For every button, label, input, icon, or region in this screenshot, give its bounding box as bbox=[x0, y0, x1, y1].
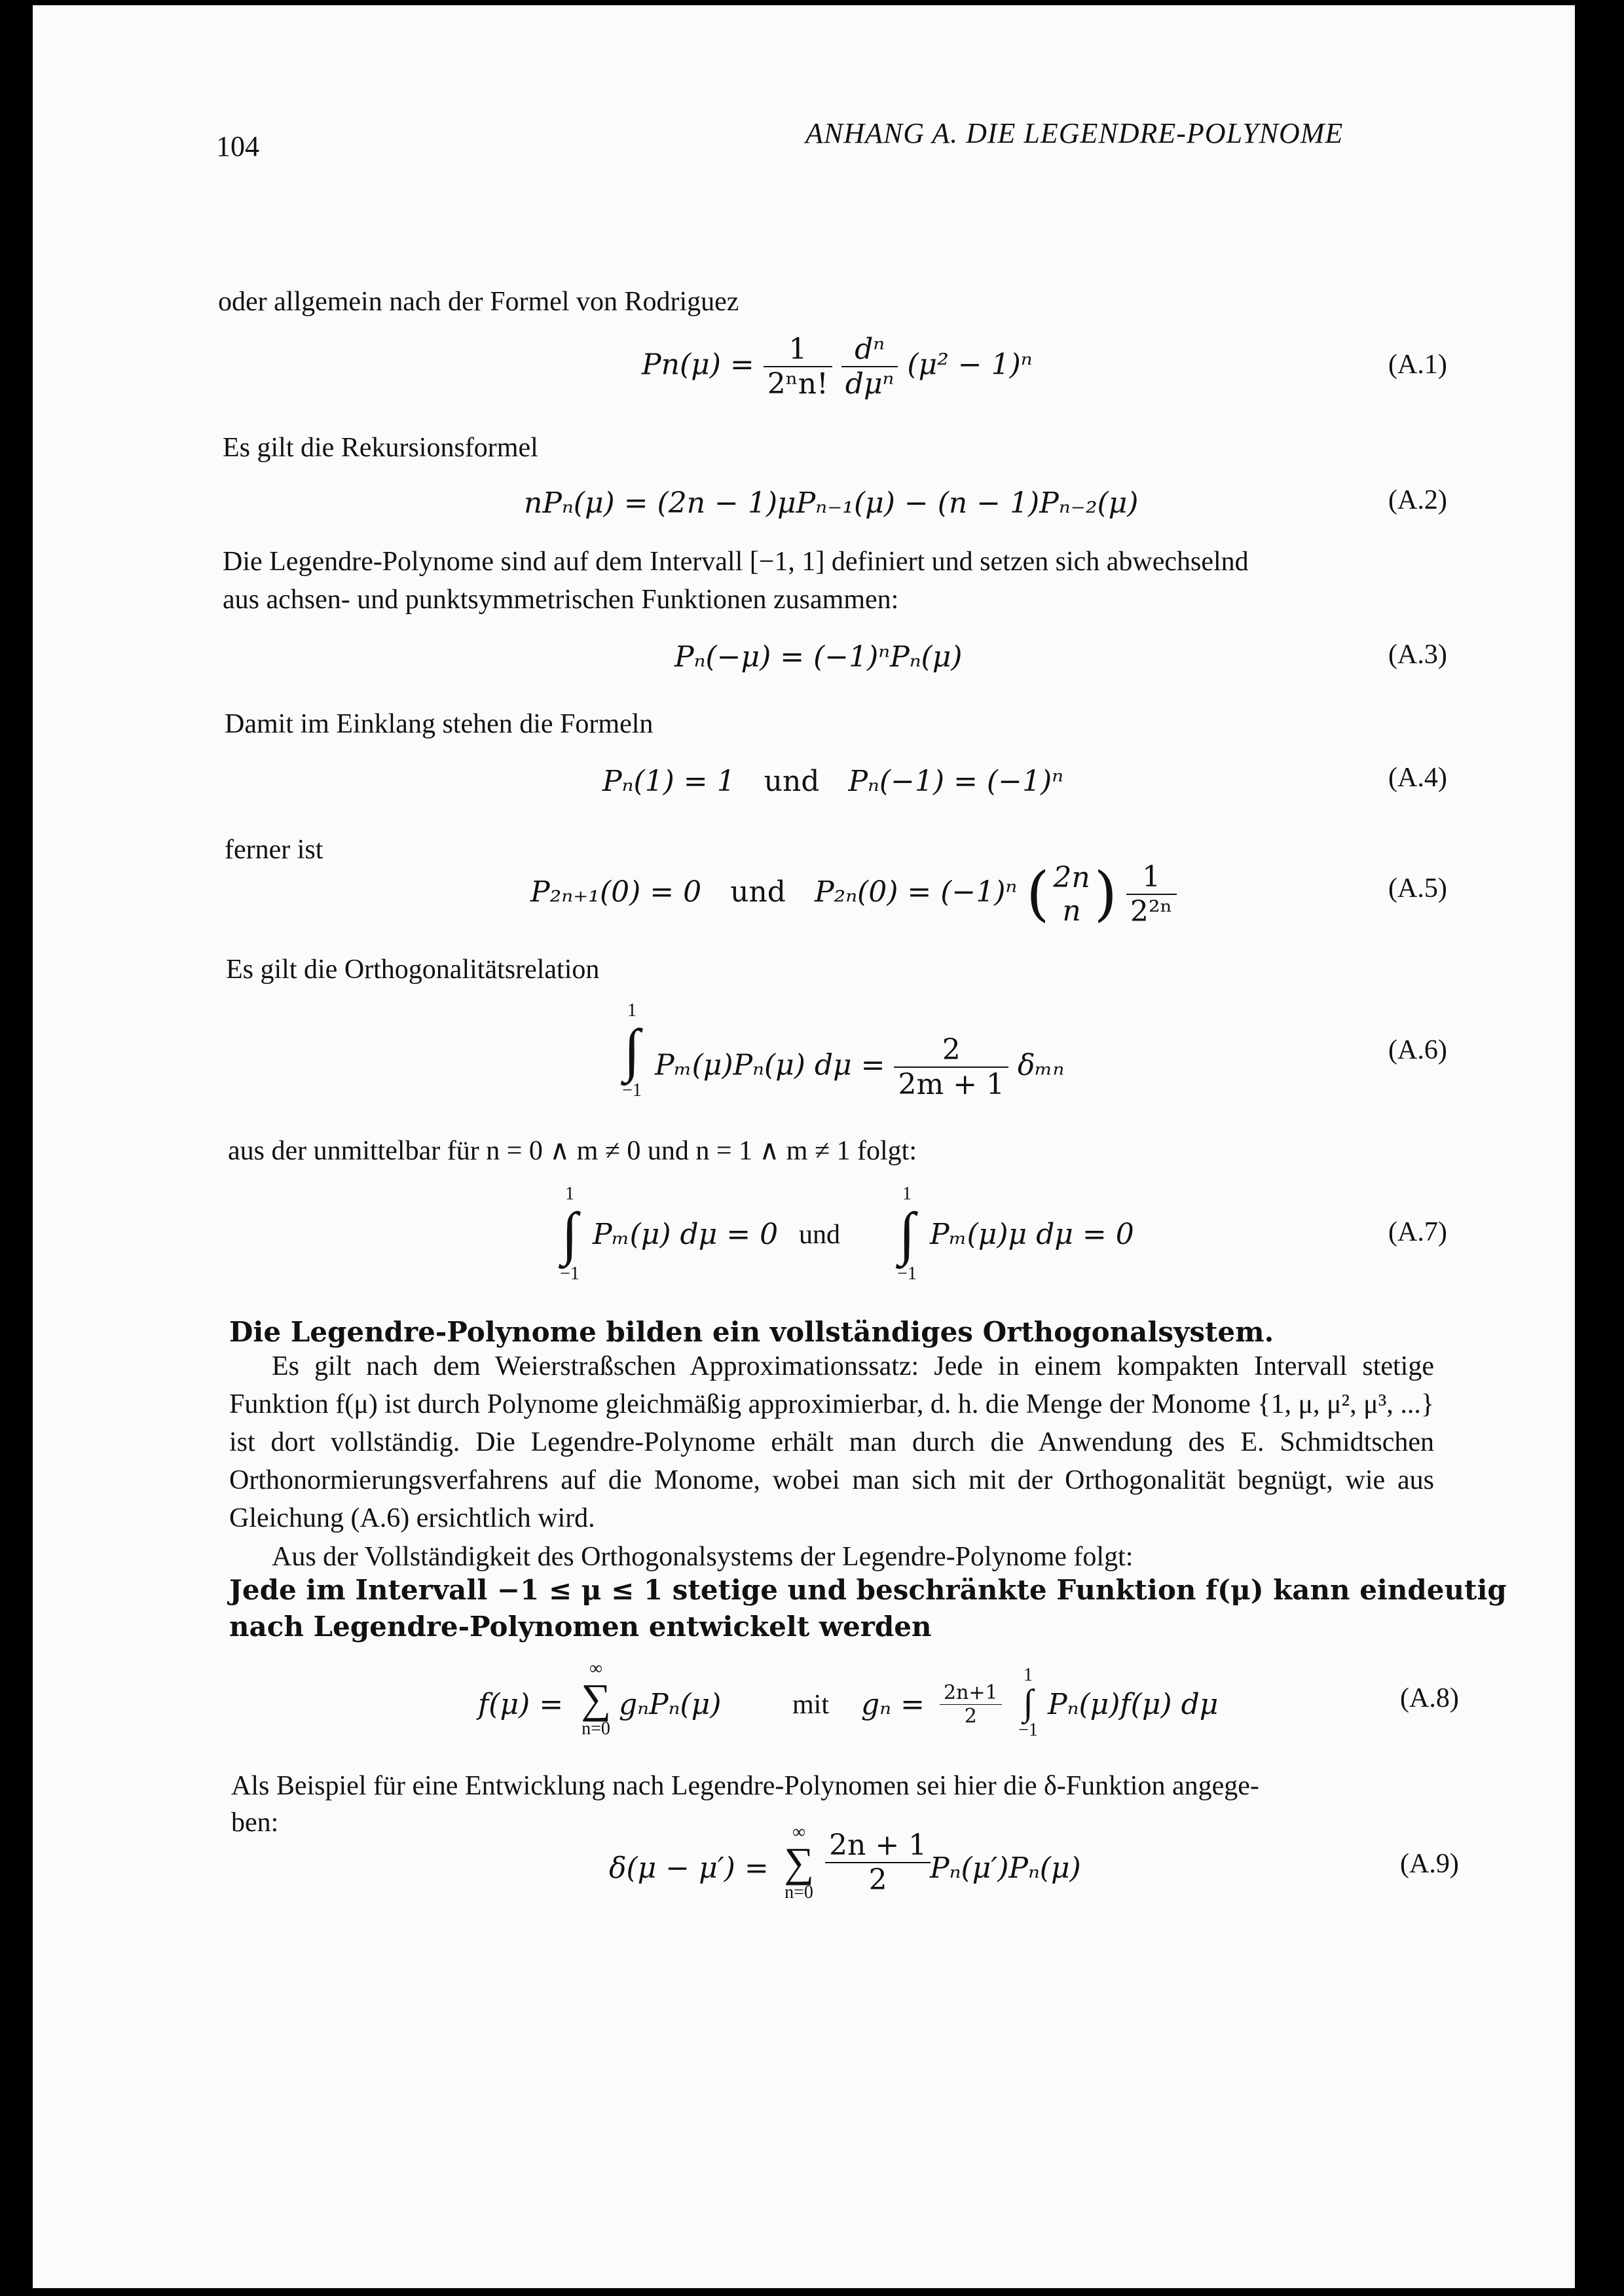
a6-upper: 1 bbox=[627, 1000, 637, 1021]
a7-integral-right bbox=[891, 1184, 923, 1285]
a4-und: und bbox=[764, 765, 820, 798]
equation-a8-g: gₙ = bbox=[861, 1688, 925, 1721]
text-definition-line1: Die Legendre-Polynome sind auf dem Intervall [−1, 1] definiert und setzen sich abwechselnd bbox=[223, 547, 1249, 577]
integral-icon: ∫ bbox=[898, 1201, 915, 1266]
a9-frac bbox=[825, 1829, 931, 1897]
a6-frac-num: 2 bbox=[894, 1033, 1008, 1068]
a8-sum bbox=[576, 1658, 616, 1740]
sum-icon: ∑ bbox=[784, 1839, 814, 1886]
a5-frac-num: 1 bbox=[1126, 860, 1177, 895]
a5-binom-bottom: n bbox=[1062, 894, 1081, 928]
bold-expansion-line2: nach Legendre-Polynomen entwickelt werden bbox=[229, 1611, 932, 1643]
equation-label-a6: (A.6) bbox=[1388, 1035, 1447, 1065]
a1-frac2-den: dμⁿ bbox=[845, 367, 895, 401]
a1-frac1 bbox=[764, 333, 832, 401]
a8-int-upper: 1 bbox=[1024, 1665, 1033, 1685]
a5-binom-close: ) bbox=[1094, 860, 1117, 928]
a6-frac-den: 2m + 1 bbox=[898, 1068, 1005, 1101]
a5-frac-den: 2²ⁿ bbox=[1130, 894, 1173, 928]
a8-sum-top: ∞ bbox=[589, 1658, 602, 1679]
a1-rhs: (μ² − 1)ⁿ bbox=[907, 348, 1033, 382]
equation-label-a7: (A.7) bbox=[1388, 1217, 1447, 1247]
a1-frac2 bbox=[841, 333, 898, 401]
a8-sum-bottom: n=0 bbox=[581, 1719, 610, 1739]
equation-a1 bbox=[642, 333, 1033, 401]
a7-lower-right: −1 bbox=[897, 1264, 917, 1284]
a1-frac1-num: 1 bbox=[764, 333, 832, 367]
a6-frac bbox=[894, 1033, 1008, 1101]
a5-binom-open: ( bbox=[1026, 860, 1050, 928]
a1-frac1-den: 2ⁿn! bbox=[767, 367, 828, 401]
a6-integral bbox=[616, 1000, 648, 1101]
page-number: 104 bbox=[216, 130, 259, 162]
equation-a8-int-body: Pₙ(μ)f(μ) dμ bbox=[1048, 1688, 1219, 1721]
a5-right: P₂ₙ(0) = (−1)ⁿ bbox=[814, 875, 1018, 909]
integral-icon: ∫ bbox=[1023, 1683, 1033, 1723]
a1-lhs: Pn(μ) = bbox=[642, 348, 754, 382]
document-page bbox=[33, 5, 1575, 2288]
text-einklang: Damit im Einklang stehen die Formeln bbox=[225, 709, 654, 739]
a8-integral bbox=[1015, 1665, 1041, 1741]
text-intro-rodriguez: oder allgemein nach der Formel von Rodriguez bbox=[218, 287, 739, 317]
a6-delta: δₘₙ bbox=[1018, 1048, 1065, 1082]
a5-binom bbox=[1049, 861, 1094, 928]
a5-binom-top: 2n bbox=[1053, 860, 1090, 894]
equation-a3: Pₙ(−μ) = (−1)ⁿPₙ(μ) bbox=[674, 640, 963, 674]
integral-icon: ∫ bbox=[561, 1201, 578, 1266]
a7-integral-left bbox=[553, 1184, 586, 1285]
text-definition-line2: aus achsen- und punktsymmetrischen Funktionen zusammen: bbox=[223, 585, 899, 615]
a1-frac2-num: dⁿ bbox=[841, 333, 898, 367]
a8-int-lower: −1 bbox=[1018, 1720, 1038, 1740]
text-vollstaendigkeit: Aus der Vollständigkeit des Orthogonalsystems der Legendre-Polynome folgt: bbox=[272, 1542, 1134, 1572]
text-beispiel-line2: ben: bbox=[231, 1808, 279, 1838]
running-title: ANHANG A. DIE LEGENDRE-POLYNOME bbox=[805, 117, 1344, 149]
equation-label-a8: (A.8) bbox=[1400, 1683, 1459, 1713]
a8-frac-den: 2 bbox=[964, 1705, 977, 1728]
bold-statement: Die Legendre-Polynome bilden ein vollständiges Orthogonalsystem. bbox=[229, 1316, 1274, 1348]
equation-label-a2: (A.2) bbox=[1388, 485, 1447, 515]
equation-a5 bbox=[530, 860, 1177, 928]
a9-sum-bottom: n=0 bbox=[784, 1882, 813, 1903]
equation-a7-right: Pₘ(μ)μ dμ = 0 bbox=[930, 1218, 1134, 1251]
equation-a9-frac bbox=[825, 1829, 931, 1897]
a5-left: P₂ₙ₊₁(0) = 0 bbox=[530, 875, 702, 909]
a9-frac-num: 2n + 1 bbox=[825, 1829, 931, 1863]
paragraph-weierstrass: Es gilt nach dem Weierstraßschen Approximationssatz: Jede in einem kompakten Intervall stetige Funktion f(μ) ist durch Polynome gleichmäßig approximierbar, d. h. die Menge der Monome {1, μ, μ², μ³, ...} ist dort vollständig. Die Legendre-Polynome erhält man durch die Anwendung des E. Schmidtschen Orthonormierungsverfahrens auf die Monome, wobei man sich mit der Orthogonalität begnügt, wie aus Gleichung (A.6) ersichtlich wird. bbox=[229, 1351, 1434, 1533]
text-ferner: ferner ist bbox=[225, 835, 323, 865]
a6-lower: −1 bbox=[622, 1080, 642, 1101]
equation-a9-body: Pₙ(μ′)Pₙ(μ) bbox=[930, 1851, 1081, 1885]
sum-icon: ∑ bbox=[581, 1675, 611, 1722]
equation-a8-sum-body: gₙPₙ(μ) bbox=[619, 1688, 722, 1721]
a9-sum-top: ∞ bbox=[792, 1822, 805, 1842]
equation-a8-lhs: f(μ) = bbox=[478, 1688, 564, 1721]
equation-a6 bbox=[655, 1033, 1064, 1101]
equation-a9-lhs: δ(μ − μ′) = bbox=[609, 1851, 769, 1885]
equation-a7-left: Pₘ(μ) dμ = 0 bbox=[593, 1218, 779, 1251]
a4-left: Pₙ(1) = 1 bbox=[602, 765, 735, 798]
text-beispiel-line1: Als Beispiel für eine Entwicklung nach Legendre-Polynomen sei hier die δ-Funktion angege- bbox=[231, 1771, 1259, 1801]
a9-sum bbox=[779, 1822, 819, 1903]
a7-upper-left: 1 bbox=[565, 1184, 574, 1204]
integral-icon: ∫ bbox=[623, 1018, 640, 1083]
a5-frac bbox=[1126, 860, 1177, 928]
equation-a4 bbox=[602, 765, 1063, 798]
equation-a2: nPₙ(μ) = (2n − 1)μPₙ₋₁(μ) − (n − 1)Pₙ₋₂(μ) bbox=[524, 486, 1139, 520]
text-folgt: aus der unmittelbar für n = 0 ∧ m ≠ 0 und n = 1 ∧ m ≠ 1 folgt: bbox=[228, 1136, 917, 1166]
equation-a8-frac bbox=[940, 1681, 1002, 1728]
equation-a7-und: und bbox=[799, 1220, 840, 1250]
a7-lower-left: −1 bbox=[560, 1264, 580, 1284]
a8-frac bbox=[940, 1681, 1002, 1728]
equation-label-a5: (A.5) bbox=[1388, 873, 1447, 903]
equation-label-a4: (A.4) bbox=[1388, 763, 1447, 793]
equation-label-a1: (A.1) bbox=[1388, 350, 1447, 380]
text-rekursion: Es gilt die Rekursionsformel bbox=[223, 433, 538, 463]
equation-label-a3: (A.3) bbox=[1388, 640, 1447, 670]
equation-a8-mit: mit bbox=[792, 1690, 830, 1720]
text-orthogonal: Es gilt die Orthogonalitätsrelation bbox=[226, 955, 600, 985]
a6-integrand: Pₘ(μ)Pₙ(μ) dμ = bbox=[655, 1048, 885, 1082]
a8-frac-num: 2n+1 bbox=[940, 1681, 1002, 1705]
equation-label-a9: (A.9) bbox=[1400, 1849, 1459, 1879]
bold-expansion-line1: Jede im Intervall −1 ≤ μ ≤ 1 stetige und beschränkte Funktion f(μ) kann eindeutig bbox=[229, 1574, 1507, 1606]
a7-upper-right: 1 bbox=[902, 1184, 912, 1204]
a9-frac-den: 2 bbox=[868, 1863, 887, 1897]
a5-und: und bbox=[730, 875, 786, 909]
a4-right: Pₙ(−1) = (−1)ⁿ bbox=[848, 765, 1063, 798]
